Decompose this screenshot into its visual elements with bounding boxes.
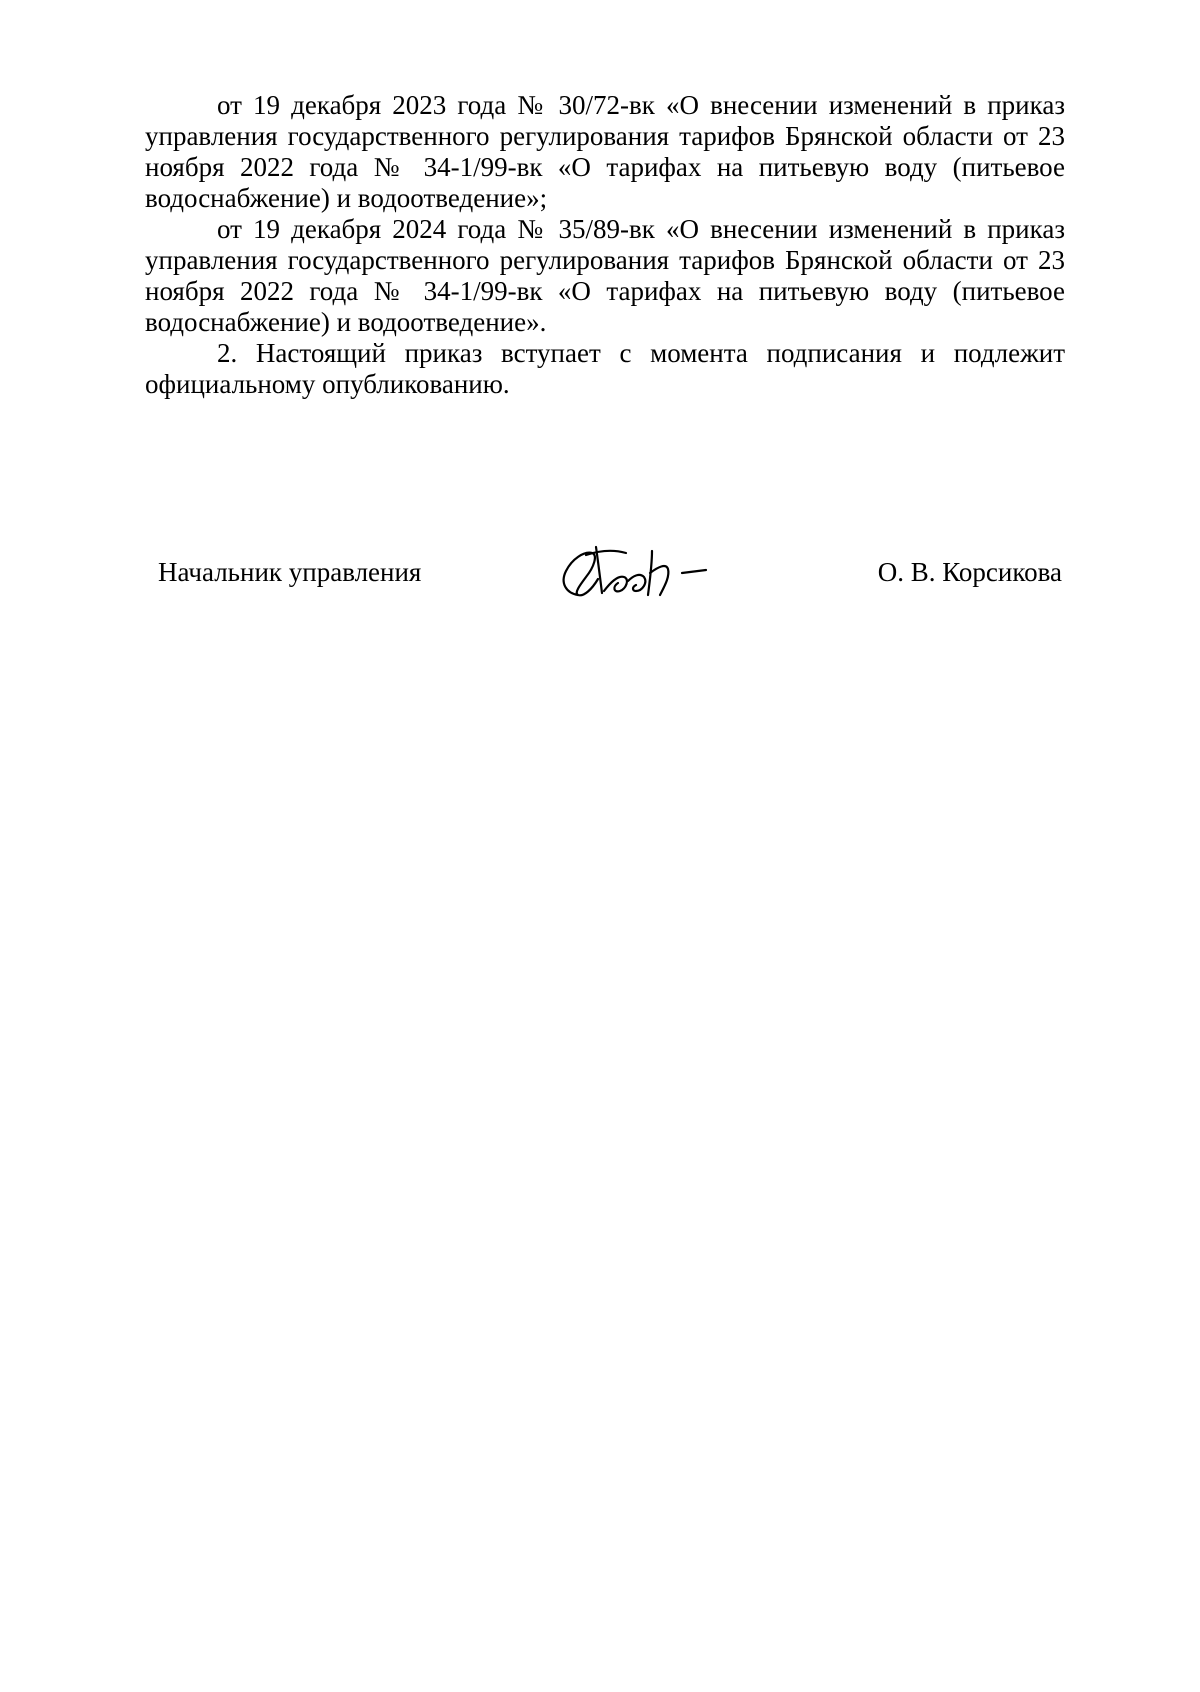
signature-block (0, 545, 1200, 615)
paragraph-amendment-2024: от 19 декабря 2024 года № 35/89-вк «О внесении изменений в приказ управления государственного регулирования тарифов Брянской области от 23 ноября 2022 года № 34-1/99-вк «О тарифах на питьевую воду (питьевое водоснабжение) и водоотведение». (145, 214, 1065, 337)
signatory-position: Начальник управления (158, 557, 422, 587)
paragraph-amendment-2023: от 19 декабря 2023 года № 30/72-вк «О внесении изменений в приказ управления государственного регулирования тарифов Брянской области от 23 ноября 2022 года № 34-1/99-вк «О тарифах на питьевую воду (питьевое водоснабжение) и водоотведение»; (145, 90, 1065, 213)
document-body (145, 90, 1065, 400)
signatory-name: О. В. Корсикова (877, 557, 1062, 587)
paragraph-effective-date: 2. Настоящий приказ вступает с момента подписания и подлежит официальному опубликованию. (145, 338, 1065, 399)
handwritten-signature-icon (548, 533, 728, 613)
